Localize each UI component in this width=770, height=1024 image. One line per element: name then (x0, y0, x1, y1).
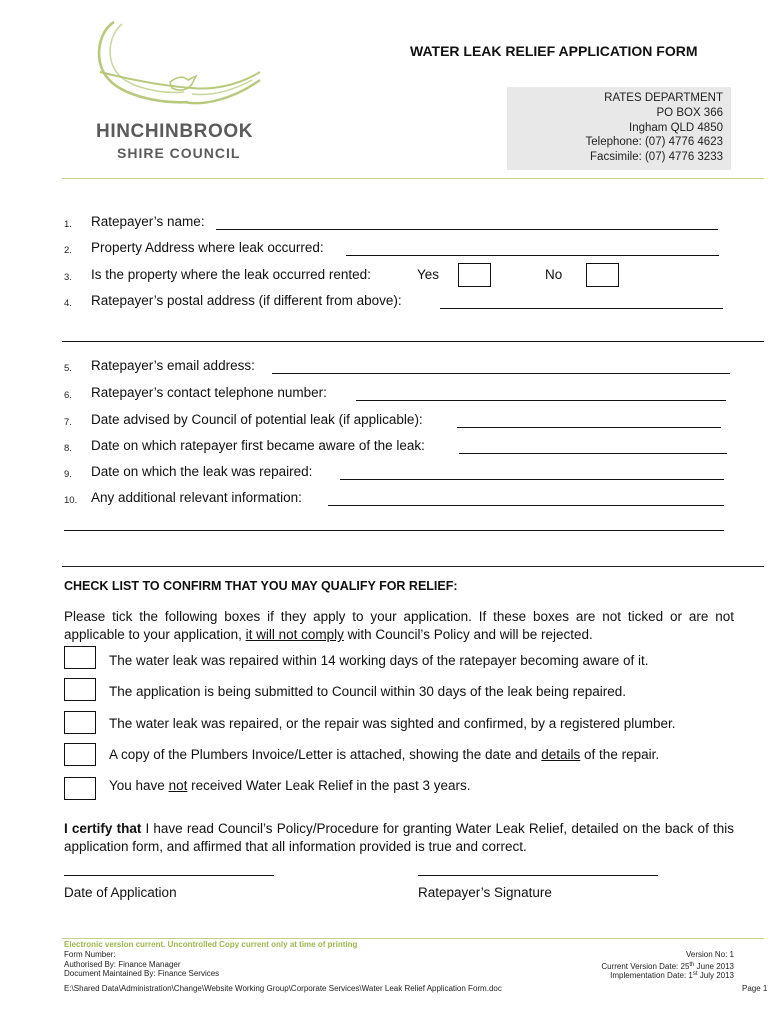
checklist-item-2: The application is being submitted to Council within 30 days of the leak being repaired. (109, 684, 627, 699)
question-number: 5. (64, 363, 72, 374)
document-path: E:\Shared Data\Administration\Change\Website Working Group\Corporate Services\Water Leak Relief Application Form.doc (64, 984, 502, 993)
checklist-item-5-text: You have (109, 778, 169, 793)
checklist-item-5 (109, 778, 470, 793)
additional-info-field[interactable] (328, 505, 724, 506)
checklist-title: CHECK LIST TO CONFIRM THAT YOU MAY QUALIFY FOR RELIEF: (64, 579, 458, 593)
certify-text: I have read Council’s Policy/Procedure for granting Water Leak Relief, detailed on the back of this application form, and affirmed that all information provided is true and correct. (64, 821, 734, 854)
rented-no-label: No (545, 267, 563, 282)
maintained-by: Document Maintained By: Finance Services (64, 969, 220, 978)
date-of-application-field[interactable] (64, 875, 274, 876)
question-number: 8. (64, 443, 72, 454)
question-number: 2. (64, 245, 72, 256)
version-date-text: Current Version Date: 25 (601, 962, 690, 971)
checklist-item-4-text: A copy of the Plumbers Invoice/Letter is attached, showing the date and (109, 747, 542, 762)
implementation-date (610, 969, 734, 981)
checklist-item-5-text-end: received Water Leak Relief in the past 3 years. (187, 778, 471, 793)
date-aware-field[interactable] (459, 453, 727, 454)
question-label: Any additional relevant information: (91, 490, 302, 505)
question-label: Is the property where the leak occurred rented: (91, 267, 371, 282)
version-date-suffix: th (689, 962, 695, 968)
impl-date-text-end: July 2013 (697, 971, 734, 980)
property-address-field[interactable] (346, 255, 719, 256)
question-label: Date advised by Council of potential leak (if applicable): (91, 412, 423, 427)
header-divider (62, 178, 764, 179)
page-number: Page 1 (742, 984, 768, 993)
question-number: 9. (64, 469, 72, 480)
signature-field[interactable] (418, 875, 658, 876)
section-divider (62, 566, 764, 567)
contact-city: Ingham QLD 4850 (629, 121, 723, 134)
question-number: 4. (64, 298, 72, 309)
checklist-item-1: The water leak was repaired within 14 working days of the ratepayer becoming aware of it. (109, 653, 649, 668)
org-subname: SHIRE COUNCIL (117, 145, 241, 161)
checklist-item-4 (109, 747, 659, 762)
contact-pobox: PO BOX 366 (656, 106, 723, 119)
question-label: Date on which the leak was repaired: (91, 464, 313, 479)
footer-divider (62, 938, 764, 939)
additional-info-field-line2[interactable] (64, 530, 724, 531)
contact-fax: Facsimile: (07) 4776 3233 (590, 151, 723, 164)
impl-date-text: Implementation Date: 1 (610, 971, 693, 980)
page-title: WATER LEAK RELIEF APPLICATION FORM (410, 43, 698, 59)
org-name: HINCHINBROOK (96, 121, 254, 142)
checklist-intro-text: Please tick the following boxes if they apply to your application. If these boxes are not ticked or are not applicable to your application, (64, 609, 734, 642)
ratepayer-name-field[interactable] (216, 229, 718, 230)
rented-yes-label: Yes (417, 267, 440, 282)
date-repaired-field[interactable] (340, 479, 724, 480)
checklist-intro-text-end: with Council’s Policy and will be rejected. (343, 627, 593, 642)
checklist-checkbox-4[interactable] (64, 743, 96, 766)
rented-no-checkbox[interactable] (586, 263, 619, 287)
question-number: 6. (64, 390, 72, 401)
version-date-text-end: June 2013 (694, 962, 734, 971)
form-number: Form Number: (64, 950, 116, 959)
question-number: 10. (64, 495, 78, 506)
contact-phone: Telephone: (07) 4776 4623 (585, 136, 723, 149)
date-advised-field[interactable] (457, 427, 721, 428)
checklist-checkbox-3[interactable] (64, 711, 96, 734)
telephone-field[interactable] (356, 400, 726, 401)
checklist-checkbox-1[interactable] (64, 646, 96, 669)
checklist-intro-emphasis: it will not comply (245, 627, 344, 642)
authorised-by: Authorised By: Finance Manager (64, 960, 181, 969)
postal-address-field[interactable] (440, 308, 723, 309)
postal-address-field-line2[interactable] (62, 341, 764, 342)
checklist-item-5-emphasis: not (168, 778, 188, 793)
question-label: Date on which ratepayer first became aware of the leak: (91, 438, 425, 453)
checklist-checkbox-5[interactable] (64, 777, 96, 800)
checklist-item-3: The water leak was repaired, or the repair was sighted and confirmed, by a registered plumber. (109, 716, 676, 731)
question-number: 7. (64, 417, 72, 428)
question-label: Ratepayer’s name: (91, 214, 205, 229)
checklist-item-4-emphasis: details (541, 747, 581, 762)
email-field[interactable] (272, 373, 730, 374)
question-label: Property Address where leak occurred: (91, 240, 324, 255)
question-label: Ratepayer’s email address: (91, 358, 255, 373)
version-number: Version No: 1 (685, 950, 734, 959)
question-label: Ratepayer’s postal address (if different from above): (91, 293, 402, 308)
signature-label: Ratepayer’s Signature (418, 885, 552, 900)
uncontrolled-copy-note: Electronic version current. Uncontrolled Copy current only at time of printing (64, 940, 358, 949)
question-number: 3. (64, 272, 72, 283)
certify-bold: I certify that (64, 821, 142, 836)
impl-date-suffix: st (692, 971, 698, 977)
checklist-item-4-text-end: of the repair. (580, 747, 660, 762)
rented-yes-checkbox[interactable] (458, 263, 491, 287)
contact-dept: RATES DEPARTMENT (604, 92, 723, 104)
checklist-intro (64, 608, 734, 644)
question-label: Ratepayer’s contact telephone number: (91, 385, 327, 400)
council-logo (92, 20, 267, 120)
question-number: 1. (64, 219, 72, 230)
checklist-checkbox-2[interactable] (64, 678, 96, 701)
date-of-application-label: Date of Application (64, 885, 177, 900)
contact-box (507, 87, 731, 170)
certify-statement (64, 820, 734, 856)
